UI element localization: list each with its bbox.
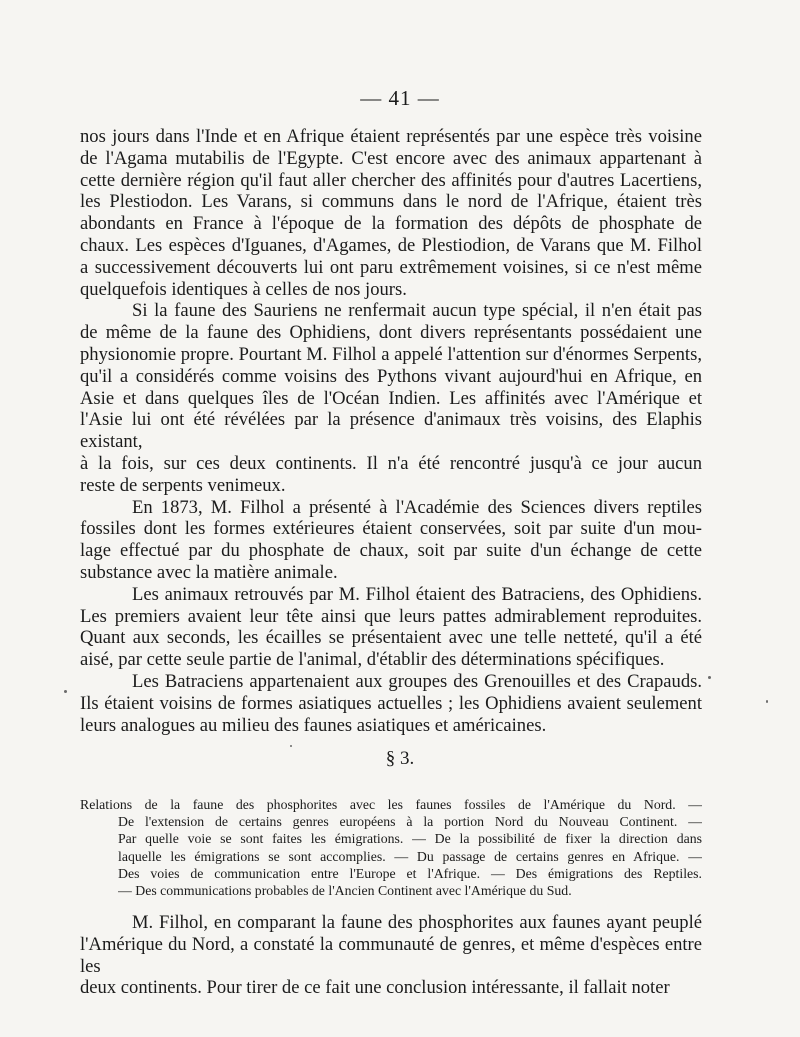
text-line: qu'il a considérés comme voisins des Pythons vivant aujourd'hui en Afrique, en	[80, 365, 702, 387]
text-line: l'Asie lui ont été révélées par la présence d'animaux très voisins, des Elaphis existant,	[80, 409, 702, 453]
text-line: Asie et dans quelques îles de l'Océan Indien. Les affinités avec l'Amérique et	[80, 387, 702, 409]
text-line: les Plestiodon. Les Varans, si communs dans le nord de l'Afrique, étaient très	[80, 191, 702, 213]
text-line: chaux. Les espèces d'Iguanes, d'Agames, de Plestiodion, de Varans que M. Filhol	[80, 234, 702, 256]
section-summary	[80, 796, 702, 899]
text-line: Ils étaient voisins de formes asiatiques actuelles ; les Ophidiens avaient seulement	[80, 692, 702, 714]
text-line: En 1873, M. Filhol a présenté à l'Académie des Sciences divers reptiles	[132, 496, 702, 518]
text-line: lage effectué par du phosphate de chaux, soit par suite d'un échange de cette	[80, 540, 702, 562]
summary-line: Des voies de communication entre l'Europe et l'Afrique. — Des émigrations des Reptiles.	[118, 865, 702, 881]
text-line: physionomie propre. Pourtant M. Filhol a appelé l'attention sur d'énormes Serpents,	[80, 343, 702, 365]
text-line: nos jours dans l'Inde et en Afrique étaient représentés par une espèce très voisine	[80, 126, 702, 147]
text-line: leurs analogues au milieu des faunes asiatiques et américaines.	[80, 714, 547, 736]
text-line: a successivement découverts lui ont paru extrêmement voisines, si ce n'est même	[80, 256, 702, 278]
summary-line: laquelle les émigrations se sont accomplies. — Du passage de certains genres en Afrique. —	[118, 848, 702, 864]
text-line: cette dernière région qu'il faut aller chercher des affinités pour d'autres Lacertiens,	[80, 169, 702, 191]
text-line: substance avec la matière animale.	[80, 561, 338, 583]
text-line: Les premiers avaient leur tête ainsi que leurs pattes admirablement reproduites.	[80, 605, 702, 627]
text-line: fossiles dont les formes extérieures étaient conservées, soit par suite d'un mou-	[80, 518, 702, 540]
summary-line: — Des communications probables de l'Ancien Continent avec l'Amérique du Sud.	[118, 883, 572, 899]
text-line: Si la faune des Sauriens ne renfermait aucun type spécial, il n'en était pas	[132, 300, 702, 322]
summary-line: De l'extension de certains genres européens à la portion Nord du Nouveau Continent. —	[118, 814, 702, 830]
text-line: M. Filhol, en comparant la faune des phosphorites aux faunes ayant peuplé	[132, 912, 702, 933]
section-heading: § 3.	[385, 748, 415, 769]
summary-line: Relations de la faune des phosphorites avec les faunes fossiles de l'Amérique du Nord. —	[80, 797, 702, 812]
text-line: Quant aux seconds, les écailles se présentaient avec une telle netteté, qu'il a été	[80, 627, 702, 649]
text-line: Les Batraciens appartenaient aux groupes des Grenouilles et des Crapauds.	[132, 670, 702, 692]
text-line: deux continents. Pour tirer de ce fait une conclusion intéressante, il fallait noter	[80, 977, 670, 999]
text-line: reste de serpents venimeux.	[80, 474, 286, 496]
body-text-before-section	[80, 126, 702, 736]
summary-line: Par quelle voie se sont faites les émigrations. — De la possibilité de fixer la direction dans	[118, 831, 702, 847]
text-line: l'Amérique du Nord, a constaté la communauté de genres, et même d'espèces entre les	[80, 933, 702, 977]
text-line: à la fois, sur ces deux continents. Il n'a été rencontré jusqu'à ce jour aucun	[80, 452, 702, 474]
text-line: de l'Agama mutabilis de l'Egypte. C'est encore avec des animaux appartenant à	[80, 147, 702, 169]
text-line: quelquefois identiques à celles de nos jours.	[80, 278, 407, 300]
body-text-after-section	[80, 912, 702, 999]
text-line: abondants en France à l'époque de la formation des dépôts de phosphate de	[80, 213, 702, 235]
page-number: — 41 —	[360, 86, 440, 110]
text-line: de même de la faune des Ophidiens, dont divers représentants possédaient une	[80, 322, 702, 344]
text-line: Les animaux retrouvés par M. Filhol étaient des Batraciens, des Ophidiens.	[132, 583, 702, 605]
text-line: aisé, par cette seule partie de l'animal, d'établir des déterminations spécifiques.	[80, 649, 665, 671]
